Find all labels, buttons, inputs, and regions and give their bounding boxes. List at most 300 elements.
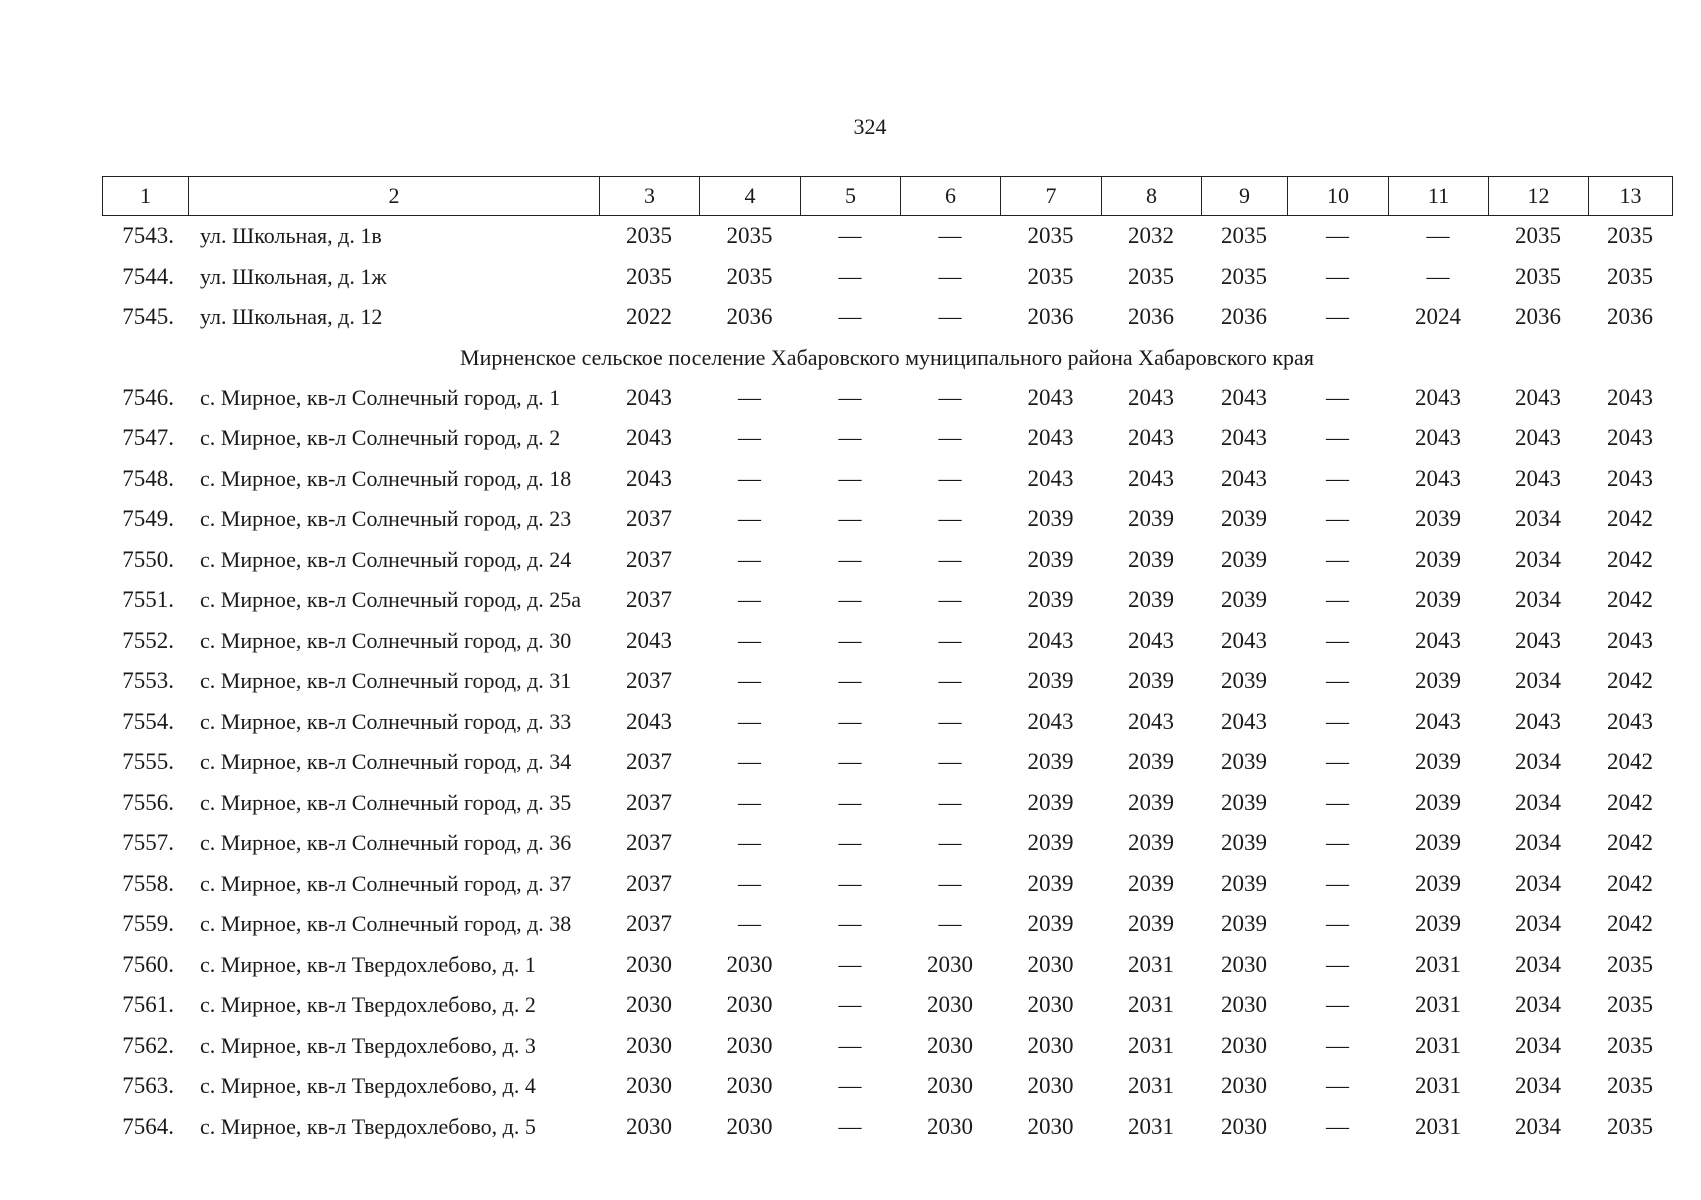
table-row <box>102 742 1672 783</box>
section-title: Мирненское сельское поселение Хабаровского муниципального района Хабаровского края <box>460 344 1314 370</box>
row-number: 7563. <box>122 1073 174 1099</box>
year-cell-col-12: 2036 <box>1515 304 1561 330</box>
table-row <box>102 418 1672 459</box>
year-cell-col-8: 2043 <box>1128 425 1174 451</box>
address-cell: с. Мирное, кв-л Твердохлебово, д. 3 <box>200 1032 536 1058</box>
year-cell-col-4: 2030 <box>726 1113 773 1139</box>
table-row <box>102 297 1672 338</box>
year-cell-col-9: 2039 <box>1221 830 1267 856</box>
year-cell-col-3: 2037 <box>626 668 672 694</box>
year-cell-col-4: 2030 <box>726 1073 773 1099</box>
year-cell-col-12: 2034 <box>1515 1032 1561 1058</box>
year-cell-col-6: — <box>938 587 962 613</box>
year-cell-col-6: 2030 <box>927 1073 973 1099</box>
year-cell-col-4: — <box>738 627 761 653</box>
table-row <box>102 459 1672 500</box>
year-cell-col-7: 2043 <box>1027 425 1074 451</box>
table-row <box>102 540 1672 581</box>
row-number: 7549. <box>122 506 174 532</box>
row-number: 7560. <box>122 951 174 977</box>
year-cell-col-12: 2034 <box>1515 1073 1561 1099</box>
year-cell-col-7: 2039 <box>1027 789 1074 815</box>
year-cell-col-13: 2043 <box>1607 425 1653 451</box>
address-cell: с. Мирное, кв-л Солнечный город, д. 30 <box>200 627 572 653</box>
year-cell-col-5: — <box>838 304 862 330</box>
year-cell-col-5: — <box>838 546 862 572</box>
row-number: 7557. <box>122 830 174 856</box>
year-cell-col-3: 2030 <box>626 1113 672 1139</box>
year-cell-col-6: 2030 <box>927 992 973 1018</box>
year-cell-col-11: 2039 <box>1415 749 1461 775</box>
year-cell-col-9: 2030 <box>1221 1032 1267 1058</box>
table-row <box>102 1026 1672 1067</box>
year-cell-col-3: 2043 <box>626 627 672 653</box>
row-number: 7556. <box>122 789 174 815</box>
year-cell-col-5: — <box>838 992 862 1018</box>
year-cell-col-3: 2043 <box>626 708 672 734</box>
year-cell-col-5: — <box>838 627 862 653</box>
year-cell-col-13: 2035 <box>1607 1113 1653 1139</box>
year-cell-col-6: — <box>938 789 962 815</box>
year-cell-col-11: 2039 <box>1415 830 1461 856</box>
address-cell: ул. Школьная, д. 1в <box>200 223 382 249</box>
year-cell-col-10: — <box>1326 749 1349 775</box>
year-cell-col-8: 2035 <box>1128 263 1174 289</box>
row-number: 7543. <box>122 223 174 249</box>
year-cell-col-9: 2036 <box>1221 304 1267 330</box>
year-cell-col-8: 2039 <box>1128 749 1174 775</box>
column-header-3: 3 <box>600 177 700 215</box>
year-cell-col-12: 2034 <box>1515 506 1561 532</box>
year-cell-col-13: 2036 <box>1607 304 1653 330</box>
year-cell-col-8: 2031 <box>1128 951 1174 977</box>
year-cell-col-5: — <box>838 951 862 977</box>
year-cell-col-4: — <box>738 870 761 896</box>
year-cell-col-13: 2042 <box>1607 830 1653 856</box>
year-cell-col-7: 2039 <box>1027 830 1074 856</box>
table-row <box>102 661 1672 702</box>
year-cell-col-8: 2031 <box>1128 1073 1174 1099</box>
row-number: 7553. <box>122 668 174 694</box>
year-cell-col-12: 2034 <box>1515 911 1561 937</box>
column-header-1: 1 <box>103 177 189 215</box>
table-header <box>102 176 1673 216</box>
year-cell-col-12: 2043 <box>1515 465 1561 491</box>
year-cell-col-3: 2030 <box>626 1073 672 1099</box>
year-cell-col-13: 2042 <box>1607 506 1653 532</box>
year-cell-col-10: — <box>1326 304 1349 330</box>
row-number: 7552. <box>122 627 174 653</box>
year-cell-col-3: 2043 <box>626 384 672 410</box>
year-cell-col-6: — <box>938 506 962 532</box>
year-cell-col-6: — <box>938 223 962 249</box>
year-cell-col-10: — <box>1326 384 1349 410</box>
year-cell-col-11: 2039 <box>1415 587 1461 613</box>
year-cell-col-9: 2035 <box>1221 223 1267 249</box>
year-cell-col-9: 2039 <box>1221 587 1267 613</box>
year-cell-col-3: 2037 <box>626 506 672 532</box>
year-cell-col-5: — <box>838 1032 862 1058</box>
year-cell-col-9: 2039 <box>1221 911 1267 937</box>
column-header-13: 13 <box>1589 177 1673 215</box>
year-cell-col-10: — <box>1326 789 1349 815</box>
year-cell-col-10: — <box>1326 1073 1349 1099</box>
year-cell-col-12: 2034 <box>1515 870 1561 896</box>
table-row <box>102 216 1672 257</box>
year-cell-col-10: — <box>1326 1032 1349 1058</box>
year-cell-col-4: — <box>738 749 761 775</box>
address-cell: с. Мирное, кв-л Солнечный город, д. 25а <box>200 587 582 613</box>
year-cell-col-10: — <box>1326 708 1349 734</box>
year-cell-col-10: — <box>1326 263 1349 289</box>
year-cell-col-11: 2039 <box>1415 546 1461 572</box>
table-row <box>102 702 1672 743</box>
address-cell: ул. Школьная, д. 12 <box>200 304 383 330</box>
year-cell-col-7: 2043 <box>1027 627 1074 653</box>
year-cell-col-3: 2037 <box>626 911 672 937</box>
row-number: 7545. <box>122 304 174 330</box>
year-cell-col-11: 2031 <box>1415 1073 1461 1099</box>
year-cell-col-7: 2030 <box>1027 1032 1074 1058</box>
year-cell-col-3: 2037 <box>626 546 672 572</box>
year-cell-col-9: 2039 <box>1221 668 1267 694</box>
year-cell-col-11: 2031 <box>1415 1113 1461 1139</box>
year-cell-col-4: — <box>738 668 761 694</box>
year-cell-col-11: 2043 <box>1415 465 1461 491</box>
year-cell-col-6: — <box>938 627 962 653</box>
year-cell-col-3: 2035 <box>626 263 672 289</box>
year-cell-col-10: — <box>1326 1113 1349 1139</box>
table-row <box>102 621 1672 662</box>
address-cell: с. Мирное, кв-л Солнечный город, д. 31 <box>200 668 572 694</box>
year-cell-col-4: 2030 <box>726 992 773 1018</box>
year-cell-col-7: 2039 <box>1027 506 1074 532</box>
year-cell-col-6: — <box>938 708 962 734</box>
year-cell-col-12: 2043 <box>1515 627 1561 653</box>
year-cell-col-11: — <box>1426 263 1450 289</box>
year-cell-col-11: 2039 <box>1415 870 1461 896</box>
year-cell-col-11: 2031 <box>1415 1032 1461 1058</box>
address-cell: с. Мирное, кв-л Солнечный город, д. 37 <box>200 870 572 896</box>
year-cell-col-5: — <box>838 830 862 856</box>
year-cell-col-9: 2039 <box>1221 870 1267 896</box>
table-body <box>102 216 1672 1147</box>
year-cell-col-7: 2030 <box>1027 1113 1074 1139</box>
year-cell-col-4: 2035 <box>726 223 773 249</box>
year-cell-col-13: 2042 <box>1607 911 1653 937</box>
page-number: 324 <box>853 114 887 139</box>
column-header-11: 11 <box>1389 177 1489 215</box>
year-cell-col-4: — <box>738 911 761 937</box>
row-number: 7544. <box>122 263 174 289</box>
year-cell-col-8: 2039 <box>1128 668 1174 694</box>
year-cell-col-12: 2043 <box>1515 425 1561 451</box>
table-row <box>102 378 1672 419</box>
year-cell-col-10: — <box>1326 870 1349 896</box>
year-cell-col-7: 2030 <box>1027 992 1074 1018</box>
table-row <box>102 1107 1672 1148</box>
column-header-10: 10 <box>1288 177 1389 215</box>
year-cell-col-11: 2043 <box>1415 627 1461 653</box>
row-number: 7548. <box>122 465 174 491</box>
row-number: 7564. <box>122 1113 174 1139</box>
rows-group-top <box>102 216 1672 338</box>
year-cell-col-4: 2035 <box>726 263 773 289</box>
year-cell-col-13: 2035 <box>1607 1032 1653 1058</box>
row-number: 7558. <box>122 870 174 896</box>
year-cell-col-9: 2043 <box>1221 465 1267 491</box>
year-cell-col-12: 2043 <box>1515 384 1561 410</box>
year-cell-col-4: — <box>738 506 761 532</box>
year-cell-col-3: 2022 <box>626 304 672 330</box>
address-cell: с. Мирное, кв-л Твердохлебово, д. 5 <box>200 1113 536 1139</box>
year-cell-col-13: 2043 <box>1607 384 1653 410</box>
year-cell-col-11: 2039 <box>1415 789 1461 815</box>
year-cell-col-7: 2039 <box>1027 870 1074 896</box>
rows-group-bottom <box>102 378 1672 1148</box>
year-cell-col-6: — <box>938 911 962 937</box>
year-cell-col-3: 2030 <box>626 992 672 1018</box>
address-cell: с. Мирное, кв-л Солнечный город, д. 2 <box>200 425 561 451</box>
table-row <box>102 783 1672 824</box>
table-row <box>102 499 1672 540</box>
year-cell-col-9: 2043 <box>1221 708 1267 734</box>
year-cell-col-8: 2031 <box>1128 1032 1174 1058</box>
year-cell-col-7: 2043 <box>1027 708 1074 734</box>
address-cell: с. Мирное, кв-л Солнечный город, д. 35 <box>200 789 572 815</box>
year-cell-col-4: — <box>738 465 761 491</box>
year-cell-col-4: — <box>738 546 761 572</box>
table-row <box>102 1066 1672 1107</box>
year-cell-col-9: 2039 <box>1221 506 1267 532</box>
year-cell-col-3: 2035 <box>626 223 672 249</box>
year-cell-col-13: 2042 <box>1607 870 1653 896</box>
table-row <box>102 864 1672 905</box>
column-header-9: 9 <box>1202 177 1288 215</box>
year-cell-col-11: 2039 <box>1415 668 1461 694</box>
year-cell-col-7: 2035 <box>1027 223 1074 249</box>
year-cell-col-9: 2043 <box>1221 425 1267 451</box>
year-cell-col-8: 2036 <box>1128 304 1174 330</box>
year-cell-col-8: 2039 <box>1128 546 1174 572</box>
year-cell-col-12: 2035 <box>1515 223 1561 249</box>
year-cell-col-13: 2035 <box>1607 223 1653 249</box>
year-cell-col-13: 2035 <box>1607 992 1653 1018</box>
year-cell-col-5: — <box>838 911 862 937</box>
year-cell-col-5: — <box>838 263 862 289</box>
column-header-8: 8 <box>1102 177 1202 215</box>
address-cell: с. Мирное, кв-л Солнечный город, д. 23 <box>200 506 572 532</box>
year-cell-col-10: — <box>1326 223 1349 249</box>
year-cell-col-3: 2037 <box>626 749 672 775</box>
year-cell-col-11: 2024 <box>1415 304 1461 330</box>
year-cell-col-9: 2039 <box>1221 789 1267 815</box>
year-cell-col-6: — <box>938 749 962 775</box>
year-cell-col-8: 2039 <box>1128 587 1174 613</box>
year-cell-col-5: — <box>838 749 862 775</box>
table-row <box>102 945 1672 986</box>
year-cell-col-6: — <box>938 668 962 694</box>
year-cell-col-6: — <box>938 546 962 572</box>
year-cell-col-3: 2037 <box>626 789 672 815</box>
address-cell: с. Мирное, кв-л Солнечный город, д. 24 <box>200 546 572 572</box>
year-cell-col-6: 2030 <box>927 1113 973 1139</box>
year-cell-col-13: 2042 <box>1607 546 1653 572</box>
year-cell-col-9: 2030 <box>1221 992 1267 1018</box>
year-cell-col-6: — <box>938 304 962 330</box>
year-cell-col-13: 2042 <box>1607 789 1653 815</box>
year-cell-col-4: 2030 <box>726 951 773 977</box>
year-cell-col-7: 2036 <box>1027 304 1074 330</box>
row-number: 7546. <box>122 384 174 410</box>
year-cell-col-13: 2035 <box>1607 263 1653 289</box>
year-cell-col-11: 2043 <box>1415 425 1461 451</box>
year-cell-col-9: 2030 <box>1221 1073 1267 1099</box>
column-header-6: 6 <box>901 177 1001 215</box>
table-row <box>102 257 1672 298</box>
year-cell-col-5: — <box>838 668 862 694</box>
year-cell-col-5: — <box>838 708 862 734</box>
year-cell-col-10: — <box>1326 425 1349 451</box>
year-cell-col-10: — <box>1326 465 1349 491</box>
year-cell-col-11: 2031 <box>1415 951 1461 977</box>
year-cell-col-8: 2043 <box>1128 627 1174 653</box>
year-cell-col-13: 2042 <box>1607 587 1653 613</box>
row-number: 7547. <box>122 425 174 451</box>
year-cell-col-12: 2034 <box>1515 992 1561 1018</box>
year-cell-col-5: — <box>838 223 862 249</box>
address-cell: с. Мирное, кв-л Солнечный город, д. 33 <box>200 708 572 734</box>
column-header-4: 4 <box>700 177 801 215</box>
address-cell: с. Мирное, кв-л Твердохлебово, д. 4 <box>200 1073 536 1099</box>
year-cell-col-7: 2030 <box>1027 951 1074 977</box>
year-cell-col-7: 2039 <box>1027 911 1074 937</box>
year-cell-col-6: — <box>938 263 962 289</box>
year-cell-col-13: 2043 <box>1607 465 1653 491</box>
year-cell-col-13: 2042 <box>1607 749 1653 775</box>
address-cell: с. Мирное, кв-л Твердохлебово, д. 2 <box>200 992 536 1018</box>
year-cell-col-7: 2030 <box>1027 1073 1074 1099</box>
year-cell-col-3: 2030 <box>626 951 672 977</box>
year-cell-col-12: 2034 <box>1515 789 1561 815</box>
year-cell-col-11: 2043 <box>1415 708 1461 734</box>
year-cell-col-7: 2039 <box>1027 749 1074 775</box>
row-number: 7555. <box>122 749 174 775</box>
year-cell-col-10: — <box>1326 830 1349 856</box>
year-cell-col-8: 2031 <box>1128 1113 1174 1139</box>
year-cell-col-7: 2039 <box>1027 546 1074 572</box>
year-cell-col-8: 2039 <box>1128 789 1174 815</box>
column-header-5: 5 <box>801 177 901 215</box>
year-cell-col-11: 2031 <box>1415 992 1461 1018</box>
year-cell-col-10: — <box>1326 668 1349 694</box>
year-cell-col-10: — <box>1326 992 1349 1018</box>
year-cell-col-8: 2043 <box>1128 384 1174 410</box>
year-cell-col-10: — <box>1326 546 1349 572</box>
year-cell-col-11: 2043 <box>1415 384 1461 410</box>
year-cell-col-6: — <box>938 384 962 410</box>
year-cell-col-5: — <box>838 1073 862 1099</box>
year-cell-col-4: 2036 <box>726 304 773 330</box>
column-header-7: 7 <box>1001 177 1102 215</box>
year-cell-col-6: — <box>938 425 962 451</box>
year-cell-col-11: 2039 <box>1415 911 1461 937</box>
year-cell-col-5: — <box>838 384 862 410</box>
year-cell-col-9: 2030 <box>1221 951 1267 977</box>
year-cell-col-5: — <box>838 506 862 532</box>
year-cell-col-9: 2039 <box>1221 749 1267 775</box>
row-number: 7550. <box>122 546 174 572</box>
year-cell-col-5: — <box>838 425 862 451</box>
year-cell-col-8: 2031 <box>1128 992 1174 1018</box>
year-cell-col-6: — <box>938 870 962 896</box>
year-cell-col-12: 2035 <box>1515 263 1561 289</box>
year-cell-col-7: 2043 <box>1027 384 1074 410</box>
year-cell-col-11: — <box>1426 223 1450 249</box>
year-cell-col-13: 2042 <box>1607 668 1653 694</box>
year-cell-col-13: 2035 <box>1607 951 1653 977</box>
year-cell-col-10: — <box>1326 951 1349 977</box>
year-cell-col-3: 2037 <box>626 830 672 856</box>
address-cell: ул. Школьная, д. 1ж <box>200 263 387 289</box>
year-cell-col-9: 2043 <box>1221 627 1267 653</box>
row-number: 7554. <box>122 708 174 734</box>
year-cell-col-10: — <box>1326 911 1349 937</box>
year-cell-col-5: — <box>838 465 862 491</box>
year-cell-col-9: 2035 <box>1221 263 1267 289</box>
year-cell-col-12: 2034 <box>1515 749 1561 775</box>
year-cell-col-7: 2043 <box>1027 465 1074 491</box>
table-row <box>102 985 1672 1026</box>
address-cell: с. Мирное, кв-л Солнечный город, д. 18 <box>200 465 572 491</box>
address-cell: с. Мирное, кв-л Солнечный город, д. 1 <box>200 384 561 410</box>
row-number: 7559. <box>122 911 174 937</box>
year-cell-col-4: — <box>738 830 761 856</box>
year-cell-col-6: — <box>938 830 962 856</box>
table-row <box>102 823 1672 864</box>
year-cell-col-10: — <box>1326 506 1349 532</box>
year-cell-col-3: 2037 <box>626 870 672 896</box>
year-cell-col-6: 2030 <box>927 1032 973 1058</box>
year-cell-col-7: 2035 <box>1027 263 1074 289</box>
year-cell-col-8: 2039 <box>1128 830 1174 856</box>
year-cell-col-5: — <box>838 789 862 815</box>
year-cell-col-7: 2039 <box>1027 587 1074 613</box>
year-cell-col-5: — <box>838 587 862 613</box>
year-cell-col-4: — <box>738 425 761 451</box>
table-row <box>102 904 1672 945</box>
row-number: 7551. <box>122 587 174 613</box>
year-cell-col-13: 2035 <box>1607 1073 1653 1099</box>
year-cell-col-9: 2030 <box>1221 1113 1267 1139</box>
column-header-12: 12 <box>1489 177 1589 215</box>
address-cell: с. Мирное, кв-л Солнечный город, д. 34 <box>200 749 572 775</box>
year-cell-col-12: 2034 <box>1515 830 1561 856</box>
year-cell-col-12: 2034 <box>1515 587 1561 613</box>
address-cell: с. Мирное, кв-л Солнечный город, д. 38 <box>200 911 572 937</box>
year-cell-col-4: 2030 <box>726 1032 773 1058</box>
year-cell-col-9: 2043 <box>1221 384 1267 410</box>
year-cell-col-4: — <box>738 708 761 734</box>
year-cell-col-12: 2034 <box>1515 668 1561 694</box>
year-cell-col-3: 2030 <box>626 1032 672 1058</box>
year-cell-col-5: — <box>838 1113 862 1139</box>
year-cell-col-8: 2039 <box>1128 870 1174 896</box>
row-number: 7561. <box>122 992 174 1018</box>
year-cell-col-7: 2039 <box>1027 668 1074 694</box>
year-cell-col-3: 2043 <box>626 425 672 451</box>
year-cell-col-11: 2039 <box>1415 506 1461 532</box>
